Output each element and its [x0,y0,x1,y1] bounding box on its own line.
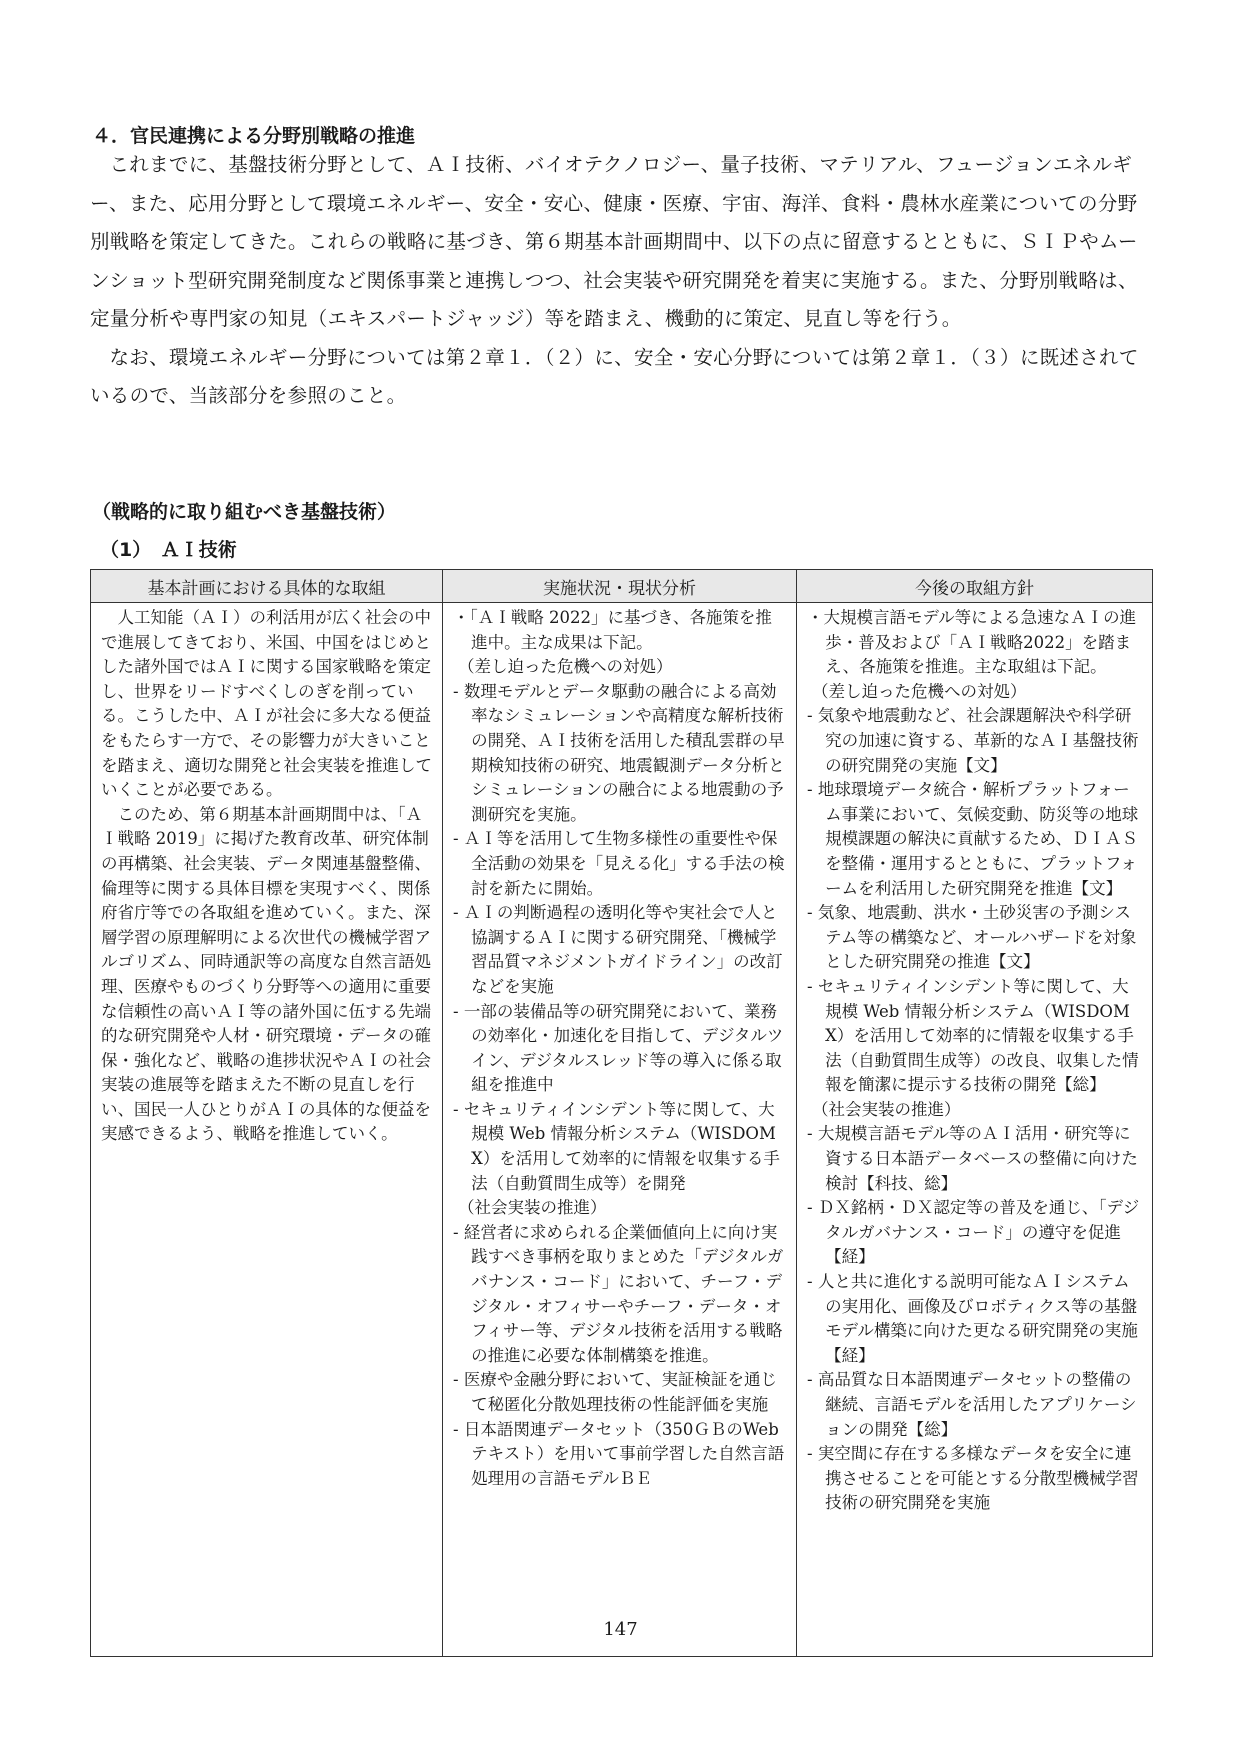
cell-intro: ・大規模言語モデル等による急速なＡＩの進歩・普及および「ＡＩ戦略2022」を踏まえ、各施策を推進。主な取組は下記。 [807,608,1137,677]
list-item: - 経営者に求められる企業価値向上に向け実践すべき事柄を取りまとめた「デジタルガバナンス・コード」において、チーフ・デジタル・オフィサーやチーフ・データ・オフィサー等、デジタル技術を活用する戦略の推進に必要な体制構築を推進。 [453,1222,784,1365]
cell-subheading: （差し迫った危機への対処） [457,657,673,677]
column-header: 今後の取組方針 [797,570,1153,603]
list-item: - 気象や地震動など、社会課題解決や科学研究の加速に資する、革新的なＡＩ基盤技術の研究開発の実施【文】 [807,706,1139,775]
column-header: 基本計画における具体的な取組 [91,570,443,603]
status-cell [443,603,797,1657]
list-item: - 数理モデルとデータ駆動の融合による高効率なシミュレーションや高精度な解析技術の開発、ＡＩ技術を活用した積乱雲群の早期検知技術の研究、地震観測データ分析とシミュレーションの融合による地震動の予測研究を実施。 [453,681,785,824]
page-number: 147 [603,1619,638,1640]
policy-cell [797,603,1153,1657]
list-item: - 高品質な日本語関連データセットの整備の継続、言語モデルを活用したアプリケーションの開発【総】 [807,1370,1137,1439]
list-item: - 日本語関連データセット（350ＧＢのWeb テキスト）を用いて事前学習した自然言語処理用の言語モデルＢＥ [453,1419,785,1488]
cell-intro: ・「ＡＩ戦略 2022」に基づき、各施策を推進中。主な成果は下記。 [453,608,772,652]
subheading: （戦略的に取り組むべき基盤技術） [92,501,397,523]
list-item: - 大規模言語モデル等のＡＩ活用・研究等に資する日本語データベースの整備に向けた検討【科技、総】 [807,1124,1138,1193]
list-item: - セキュリティインシデント等に関して、大規模 Web 情報分析システム（WISDOM X）を活用して効率的に情報を収集する手法（自動質問生成等）の改良、収集した情報を簡潔に提示する技術の開発【総】 [807,976,1139,1095]
list-item: - 実空間に存在する多様なデータを安全に連携させることを可能とする分散型機械学習技術の研究開発を実施 [807,1444,1139,1513]
body-paragraph: なお、環境エネルギー分野については第２章１．（２）に、安全・安心分野については第２章１．（３）に既述されているので、当該部分を参照のこと。 [90,345,1139,407]
item-heading: （1） ＡＩ技術 [100,539,237,561]
list-item: - 一部の装備品等の研究開発において、業務の効率化・加速化を目指して、デジタルツイン、デジタルスレッド等の導入に係る取組を推進中 [453,1001,784,1095]
plan-cell [91,603,443,1657]
column-header: 実施状況・現状分析 [443,570,797,603]
list-item: - ＤＸ銘柄・ＤＸ認定等の普及を通じ、「デジタルガバナンス・コード」の遵守を促進【経】 [807,1198,1140,1267]
body-paragraph: これまでに、基盤技術分野として、ＡＩ技術、バイオテクノロジー、量子技術、マテリアル、フュージョンエネルギー、また、応用分野として環境エネルギー、安全・安心、健康・医療、宇宙、海洋、食料・農林水産業についての分野別戦略を策定してきた。これらの戦略に基づき、第６期基本計画期間中、以下の点に留意するとともに、ＳＩＰやムーンショット型研究開発制度など関係事業と連携しつつ、社会実装や研究開発を着実に実施する。また、分野別戦略は、定量分析や専門家の知見（エキスパートジャッジ）等を踏まえ、機動的に策定、見直し等を行う。 [90,153,1138,330]
section-body [90,146,1152,416]
section-title: ４．官民連携による分野別戦略の推進 [92,125,416,147]
cell-subheading: （社会実装の推進） [457,1198,607,1218]
list-item: - 地球環境データ統合・解析プラットフォーム事業において、気候変動、防災等の地球規模課題の解決に貢献するため、ＤＩＡＳを整備・運用するとともに、プラットフォームを利活用した研究開発を推進【文】 [807,780,1139,898]
list-item: - 医療や金融分野において、実証検証を通じて秘匿化分散処理技術の性能評価を実施 [453,1370,777,1414]
strategy-table [90,569,1153,1657]
list-item: - セキュリティインシデント等に関して、大規模 Web 情報分析システム（WISDOM X）を活用して効率的に情報を収集する手法（自動質問生成等）を開発 [453,1099,780,1193]
list-item: - ＡＩ等を活用して生物多様性の重要性や保全活動の効果を「見える化」する手法の検討を新たに開始。 [453,829,785,898]
list-item: - 人と共に進化する説明可能なＡＩシステムの実用化、画像及びロボティクス等の基盤モデル構築に向けた更なる研究開発の実施【経】 [807,1272,1138,1365]
cell-subheading: （社会実装の推進） [811,1099,961,1119]
cell-paragraph: 人工知能（ＡＩ）の利活用が広く社会の中で進展してきており、米国、中国をはじめとした諸外国ではＡＩに関する国家戦略を策定し、世界をリードすべくしのぎを削っている。こうした中、ＡＩが社会に多大なる便益をもたらす一方で、その影響力が大きいことを踏まえ、適切な開発と社会実装を推進していくことが必要である。 [101,608,432,800]
cell-paragraph: このため、第６期基本計画期間中は、「ＡＩ戦略 2019」に掲げた教育改革、研究体制の再構築、社会実装、データ関連基盤整備、倫理等に関する具体目標を実現すべく、関係府省庁等での各取組を進めていく。また、深層学習の原理解明による次世代の機械学習アルゴリズム、同時通訳等の高度な自然言語処理、医療やものづくり分野等への適用に重要な信頼性の高いＡＩ等の諸外国に伍する先端的な研究開発や人材・研究環境・データの確保・強化など、戦略の進捗状況やＡＩの社会実装の進展等を踏まえた不断の見直しを行い、国民一人ひとりがＡＩの具体的な便益を実感できるよう、戦略を推進していく。 [101,804,432,1144]
table-row [91,603,1153,1657]
list-item: - 気象、地震動、洪水・土砂災害の予測システム等の構築など、オールハザードを対象とした研究開発の推進【文】 [807,903,1137,972]
list-item: - ＡＩの判断過程の透明化等や実社会で人と協調するＡＩに関する研究開発、「機械学習品質マネジメントガイドライン」の改訂などを実施 [453,903,783,996]
cell-subheading: （差し迫った危機への対処） [811,681,1027,701]
table-header-row [91,570,1153,603]
